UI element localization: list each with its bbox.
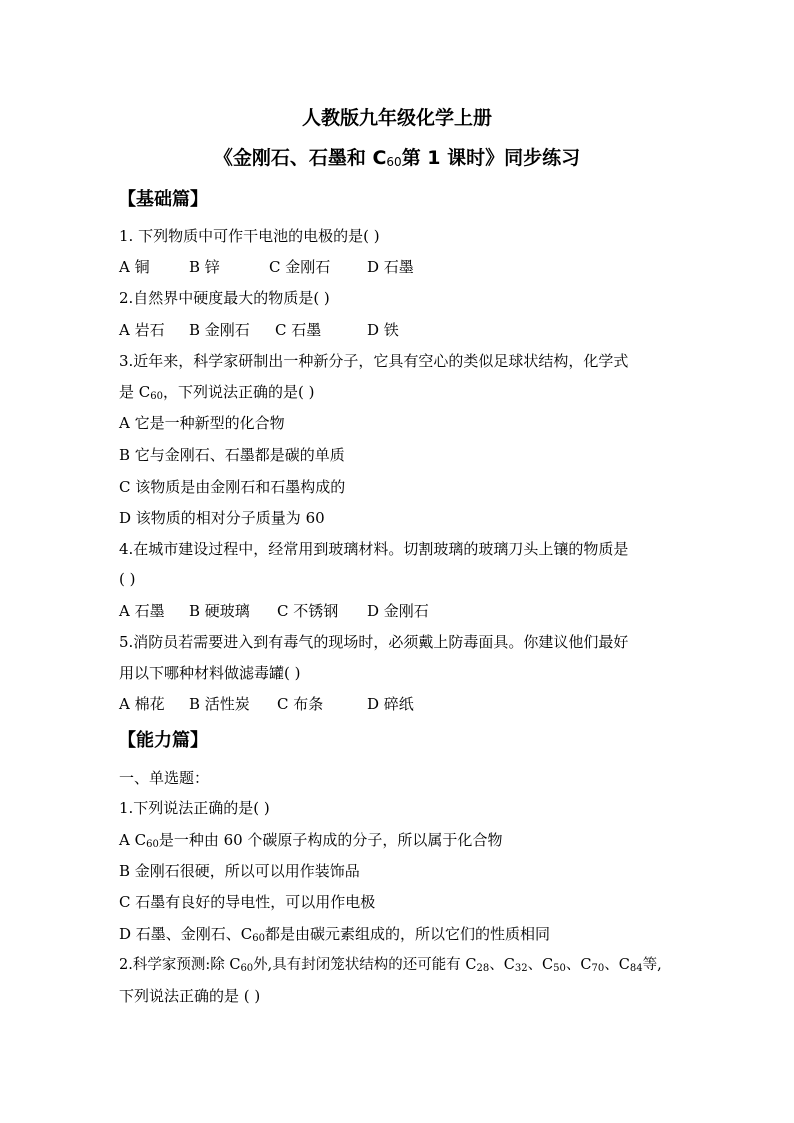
option-b: B 金刚石	[189, 321, 250, 339]
question-5-stem-line2: 用以下哪种材料做滤毒罐( )	[119, 664, 301, 682]
ability-question-1-option-b: B 金刚石很硬，所以可以用作装饰品	[119, 862, 360, 880]
ability-question-1-option-c: C 石墨有良好的导电性，可以用作电极	[119, 893, 376, 911]
question-3-stem-line1: 3.近年来，科学家研制出一种新分子，它具有空心的类似足球状结构，化学式	[119, 352, 629, 370]
question-3-option-c: C 该物质是由金刚石和石墨构成的	[119, 478, 346, 496]
document-title: 人教版九年级化学上册	[301, 107, 492, 129]
option-c: C 金刚石	[269, 258, 331, 276]
document-subtitle: 《金刚石、石墨和 $C_{60}$第 1 课时》同步练习	[213, 147, 581, 169]
question-2-options	[119, 319, 399, 341]
option-b: B 硬玻璃	[189, 602, 250, 620]
option-a: A 棉花	[119, 695, 165, 713]
question-3-option-a: A 它是一种新型的化合物	[119, 414, 285, 432]
question-3-option-d: D 该物质的相对分子质量为 60	[119, 509, 325, 527]
section-heading-basic: 【基础篇】	[118, 189, 208, 210]
option-b: B 活性炭	[189, 695, 250, 713]
option-d: D 铁	[367, 321, 399, 339]
option-c: C 不锈钢	[277, 602, 339, 620]
option-b: B 锌	[189, 258, 220, 276]
question-1-options	[119, 256, 414, 278]
option-a: A 石墨	[119, 602, 165, 620]
question-3-stem-line2: 是 $C_{60}$，下列说法正确的是( )	[119, 383, 315, 402]
question-4-stem-line1: 4.在城市建设过程中，经常用到玻璃材料。切割玻璃的玻璃刀头上镶的物质是	[119, 540, 629, 558]
single-choice-heading: 一、单选题：	[119, 769, 210, 787]
option-d: D 石墨	[367, 258, 414, 276]
option-c: C 布条	[277, 695, 324, 713]
question-1-stem: 1. 下列物质中可作干电池的电极的是( )	[119, 227, 380, 245]
option-a: A 铜	[119, 258, 150, 276]
question-4-options	[119, 600, 429, 622]
ability-question-1-option-a: A $C_{60}$是一种由 60 个碳原子构成的分子，所以属于化合物	[119, 831, 503, 850]
option-d: D 碎纸	[367, 695, 414, 713]
option-a: A 岩石	[119, 321, 165, 339]
question-2-stem: 2.自然界中硬度最大的物质是( )	[119, 289, 330, 307]
question-5-stem-line1: 5.消防员若需要进入到有毒气的现场时，必须戴上防毒面具。你建议他们最好	[119, 633, 629, 651]
ability-question-1-option-d: D 石墨、金刚石、$C_{60}$都是由碳元素组成的，所以它们的性质相同	[119, 925, 551, 944]
option-c: C 石墨	[275, 321, 322, 339]
option-d: D 金刚石	[367, 602, 429, 620]
question-3-option-b: B 它与金刚石、石墨都是碳的单质	[119, 446, 345, 464]
section-heading-ability: 【能力篇】	[118, 730, 208, 751]
question-4-stem-line2: ( )	[119, 570, 136, 588]
ability-question-2-stem-line2: 下列说法正确的是 ( )	[119, 987, 261, 1005]
question-5-options	[119, 693, 414, 715]
ability-question-2-stem-line1: 2.科学家预测:除 $C_{60}$外,具有封闭笼状结构的还可能有 $C_{28}$、$C_{32}$、$C_{50}$、$C_{70}$、$C_{84}$等,	[119, 957, 662, 974]
ability-question-1-stem: 1.下列说法正确的是( )	[119, 799, 270, 817]
